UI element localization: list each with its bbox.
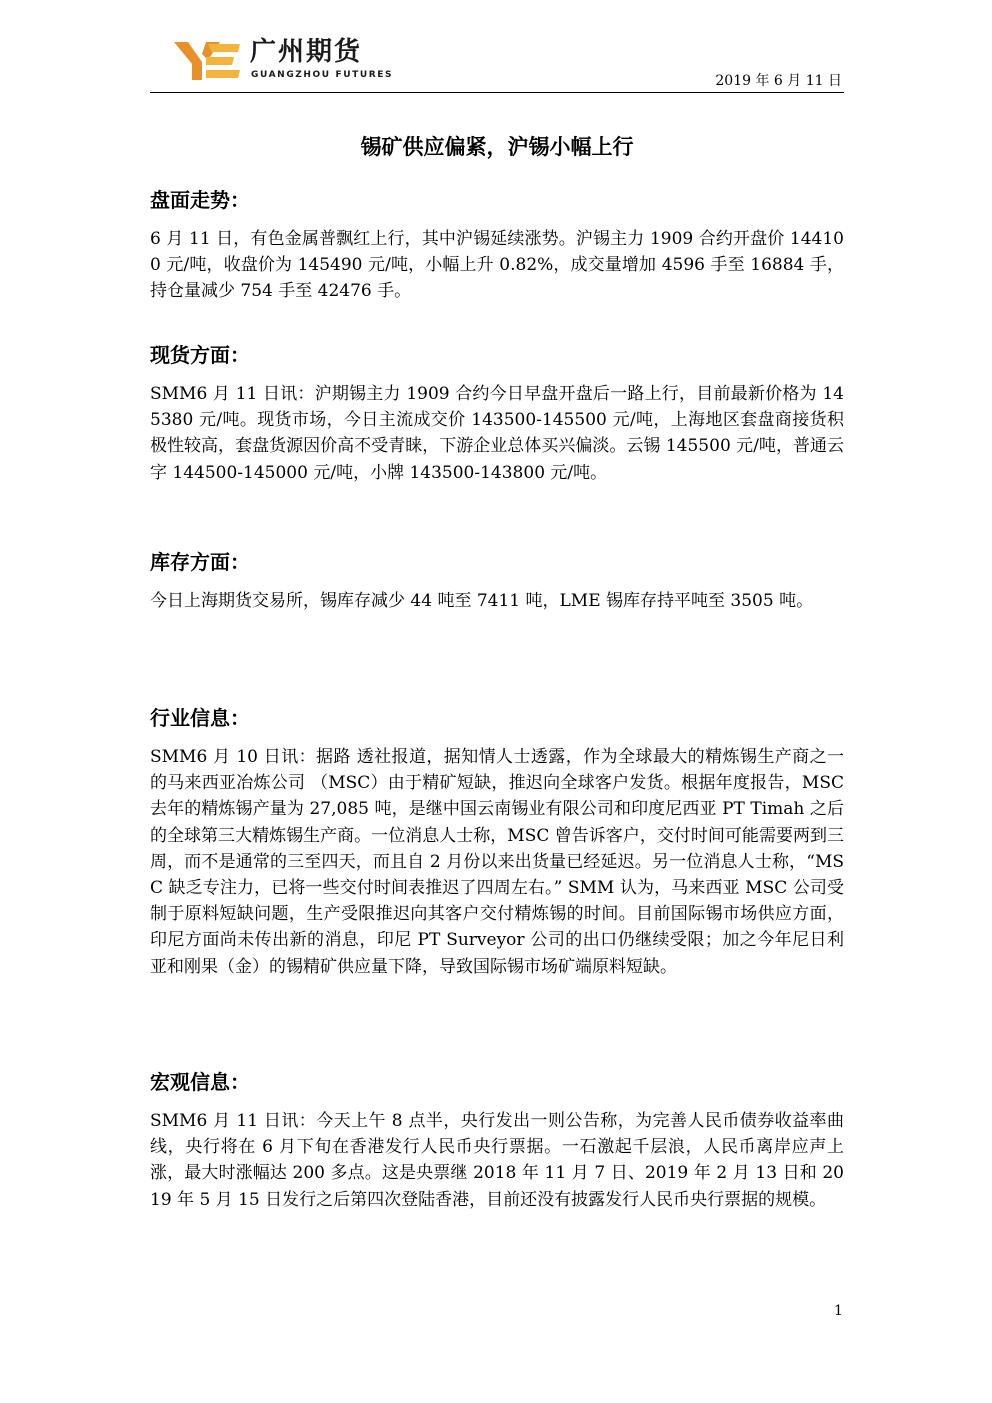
section-spot-market (150, 341, 844, 486)
section-paragraph: 6 月 11 日，有色金属普飘红上行，其中沪锡延续涨势。沪锡主力 1909 合约开盘价 144100 元/吨，收盘价为 145490 元/吨，小幅上升 0.82%，成交量增加 4596 手至 16884 手，持仓量减少 754 手至 42476 手。 (150, 229, 844, 302)
report-date: 2019 年 6 月 11 日 (715, 73, 842, 89)
section-heading: 库存方面： (150, 550, 250, 574)
page-number: 1 (834, 1303, 843, 1319)
header-divider (150, 92, 844, 93)
section-heading: 盘面走势： (150, 188, 250, 212)
section-paragraph: 今日上海期货交易所，锡库存减少 44 吨至 7411 吨，LME 锡库存持平吨至 3505 吨。 (150, 591, 814, 611)
logo-chinese-name: 广州期货 (250, 37, 363, 67)
report-title: 锡矿供应偏紧，沪锡小幅上行 (360, 135, 634, 159)
section-heading: 行业信息： (150, 706, 250, 730)
logo-english-name: GUANGZHOU FUTURES (251, 70, 394, 80)
section-paragraph: SMM6 月 11 日讯：沪期锡主力 1909 合约今日早盘开盘后一路上行，目前最新价格为 145380 元/吨。现货市场，今日主流成交价 143500-145500 元/吨，上海地区套盘商接货积极性较高，套盘货源因价高不受青睐，下游企业总体买兴偏淡。云锡 145500 元/吨，普通云字 144500-145000 元/吨，小牌 143500-143800 元/吨。 (150, 384, 844, 483)
section-paragraph: SMM6 月 11 日讯：今天上午 8 点半，央行发出一则公告称，为完善人民币债券收益率曲线，央行将在 6 月下旬在香港发行人民币央行票据。一石激起千层浪，人民币离岸应声上涨，最大时涨幅达 200 多点。这是央票继 2018 年 11 月 7 日、2019 年 2 月 13 日和 2019 年 5 月 15 日发行之后第四次登陆香港，目前还没有披露发行人民币央行票据的规模。 (150, 1111, 844, 1210)
logo-mark-icon (172, 38, 242, 82)
section-market-trend (150, 186, 844, 305)
section-inventory (150, 548, 844, 614)
section-paragraph: SMM6 月 10 日讯：据路 透社报道，据知情人士透露，作为全球最大的精炼锡生产商之一的马来西亚冶炼公司 （MSC）由于精矿短缺，推迟向全球客户发货。根据年度报告，MSC 去年的精炼锡产量为 27,085 吨，是继中国云南锡业有限公司和印度尼西亚 PT Timah 之后的全球第三大精炼锡生产商。一位消息人士称，MSC 曾告诉客户，交付时间可能需要两到三周，而不是通常的三至四天，而且自 2 月份以来出货量已经延迟。另一位消息人士称，“MSC 缺乏专注力，已将一些交付时间表推迟了四周左右。” SMM 认为，马来西亚 MSC 公司受制于原料短缺问题，生产受限推迟向其客户交付精炼锡的时间。目前国际锡市场供应方面，印尼方面尚未传出新的消息，印尼 PT Surveyor 公司的出口仍继续受限；加之今年尼日利亚和刚果（金）的锡精矿供应量下降，导致国际锡市场矿端原料短缺。 (150, 747, 844, 977)
section-heading: 宏观信息： (150, 1070, 250, 1094)
company-logo (172, 36, 394, 86)
section-macro-news (150, 1068, 844, 1213)
section-industry-news (150, 704, 844, 980)
section-heading: 现货方面： (150, 343, 250, 367)
